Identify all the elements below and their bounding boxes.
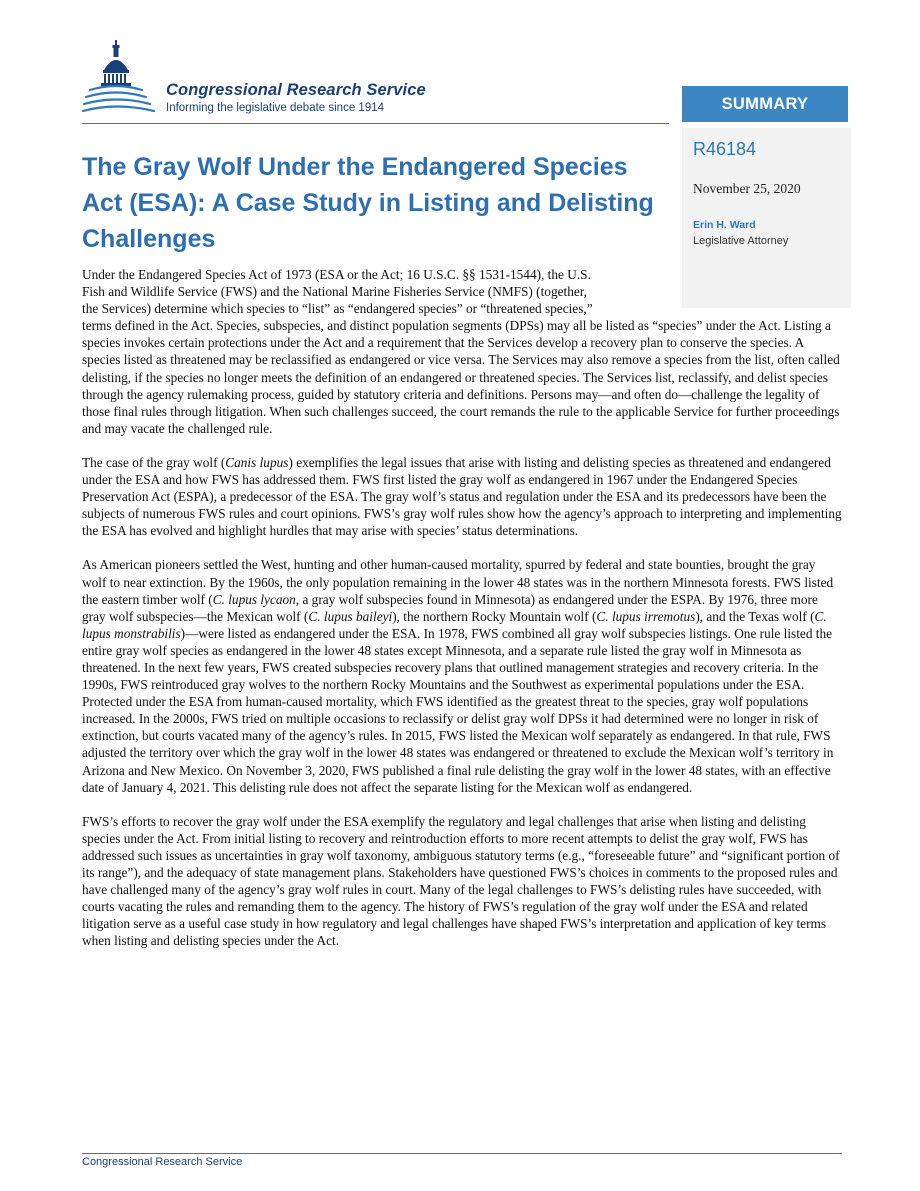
- text-run: , a gray wolf subspecies found in Minnesota) as endangered under the ESPA. By 1976, three more gray wolf subspecies—the Mexican wolf (: [82, 591, 818, 624]
- body-paragraph: [82, 454, 842, 539]
- body-paragraph: [82, 317, 842, 437]
- capitol-dome-icon: [82, 36, 166, 120]
- text-run: ), the northern Rocky Mountain wolf (: [392, 608, 597, 624]
- body-paragraph: [82, 556, 842, 795]
- text-run: As American pioneers settled the West, hunting and other human-caused mortality, spurred by federal and state bounties, brought the gray wolf to near extinction. By the 1960s, the only population remaining in the lower 48 states was in the northern Minnesota forests. FWS listed the eastern timber wolf (: [82, 557, 834, 607]
- summary-body: [82, 266, 842, 966]
- footer-rule: [82, 1153, 842, 1154]
- report-number: R46184: [693, 139, 757, 159]
- header-rule: [82, 123, 669, 124]
- tagline: Informing the legislative debate since 1914: [166, 102, 385, 114]
- text-run: ) exemplifies the legal issues that arise with listing and delisting species as threatened and endangered under the ESA and how FWS has addressed them. FWS first listed the gray wolf as endangered in 1967 under the Endangered Species Preservation Act (ESPA), a predecessor of the ESA. The gray wolf’s status and regulation under the ESA and its predecessors have been the subjects of numerous FWS rules and court opinions. FWS’s gray wolf rules show how the agency’s approach to interpreting and implementing the ESA has evolved and highlight hurdles that may arise with species’ status determinations.: [82, 454, 842, 539]
- body-line: [82, 266, 669, 283]
- species-name: Canis lupus: [225, 454, 289, 470]
- body-paragraph: [82, 813, 842, 950]
- author-title: Legislative Attorney: [693, 235, 789, 247]
- text-run: Under the Endangered Species Act of 1973 (ESA or the Act; 16 U.S.C. §§ 1531-1544), the U.S.: [82, 267, 591, 282]
- report-date: November 25, 2020: [693, 181, 801, 196]
- text-run: terms defined in the Act. Species, subspecies, and distinct population segments (DPSs) may all be listed as “species” under the Act. Listing a species invokes certain protections under the Act and a requirement that the Services develop a recovery plan to conserve the species. A species listed as threatened may be reclassified as endangered or vice versa. The Services may also remove a species from the list, often called delisting, if the species no longer meets the definition of an endangered or threatened species. The Services list, reclassify, and delist species through the agency rulemaking process, guided by statutory criteria and definitions. Persons may—and often do—challenge the legality of those final rules through litigation. When such challenges succeed, the court remands the rule to the applicable Service for further proceedings and may vacate the challenged rule.: [82, 318, 840, 436]
- species-name: C. lupus lycaon: [212, 591, 296, 607]
- text-run: ), and the Texas wolf (: [695, 608, 815, 624]
- author-name: Erin H. Ward: [693, 219, 756, 231]
- report-title: [82, 149, 682, 257]
- footer-text: Congressional Research Service: [82, 1156, 243, 1168]
- title-line: Challenges: [82, 225, 216, 253]
- text-run: )—were listed as endangered under the ESA. In 1978, FWS combined all gray wolf subspecies listings. One rule listed the entire gray wolf species as endangered in the lower 48 states except Minnesota, and a separate rule listed the gray wolf in Minnesota as threatened. In the next few years, FWS created subspecies recovery plans that outlined management strategies and recovery criteria. In the 1990s, FWS reintroduced gray wolves to the northern Rocky Mountains and the Southwest as experimental populations under the ESA. Protected under the ESA from human-caused mortality, which FWS identified as the greatest threat to the species, gray wolf populations increased. In the 2000s, FWS tried on multiple occasions to reclassify or delist gray wolf DPSs it had determined were no longer in risk of extinction, but courts vacated many of the agency’s rules. In 2015, FWS listed the Mexican wolf separately as endangered. In that rule, FWS adjusted the territory over which the gray wolf in the lower 48 states was endangered or threatened to exclude the Mexican wolf’s territory in Arizona and New Mexico. On November 3, 2020, FWS published a final rule delisting the gray wolf in the lower 48 states, with an effective date of January 4, 2021. This delisting rule does not affect the separate listing for the Mexican wolf as endangered.: [82, 625, 834, 795]
- body-line: [82, 300, 669, 317]
- text-run: FWS’s efforts to recover the gray wolf under the ESA exemplify the regulatory and legal challenges that arise when listing and delisting species under the Act. From initial listing to recovery and reintroduction efforts to more recent attempts to delist the gray wolf, FWS has addressed such issues as uncertainties in gray wolf taxonomy, ambiguous statutory terms (e.g., “foreseeable future” and “significant portion of its range”), and the adequacy of state management plans. Stakeholders have questioned FWS’s choices in comments to the proposed rules and have challenged many of the agency’s gray wolf rules in court. Many of the legal challenges to FWS’s delisting rules have succeeded, with courts vacating the rules and remanding them to the agency. The history of FWS’s regulation of the gray wolf under the ESA and related litigation serve as a useful case study in how regulatory and legal challenges have shaped FWS’s interpretation and application of key terms when listing and delisting species under the Act.: [82, 813, 840, 949]
- summary-badge: SUMMARY: [682, 86, 848, 122]
- title-line: The Gray Wolf Under the Endangered Species: [82, 153, 628, 181]
- body-line: [82, 283, 669, 300]
- text-run: The case of the gray wolf (: [82, 454, 226, 470]
- species-name: C. lupus baileyi: [308, 608, 393, 624]
- text-run: the Services) determine which species to “list” as “endangered species” or “threatened species,”: [82, 301, 593, 317]
- first-paragraph-lead: [82, 266, 669, 317]
- text-run: Fish and Wildlife Service (FWS) and the National Marine Fisheries Service (NMFS) (together,: [82, 284, 587, 300]
- species-name: C. lupus monstrabilis: [82, 608, 827, 641]
- title-line: Act (ESA): A Case Study in Listing and Delisting: [82, 189, 654, 217]
- org-name: Congressional Research Service: [166, 81, 426, 99]
- species-name: C. lupus irremotus: [596, 608, 696, 624]
